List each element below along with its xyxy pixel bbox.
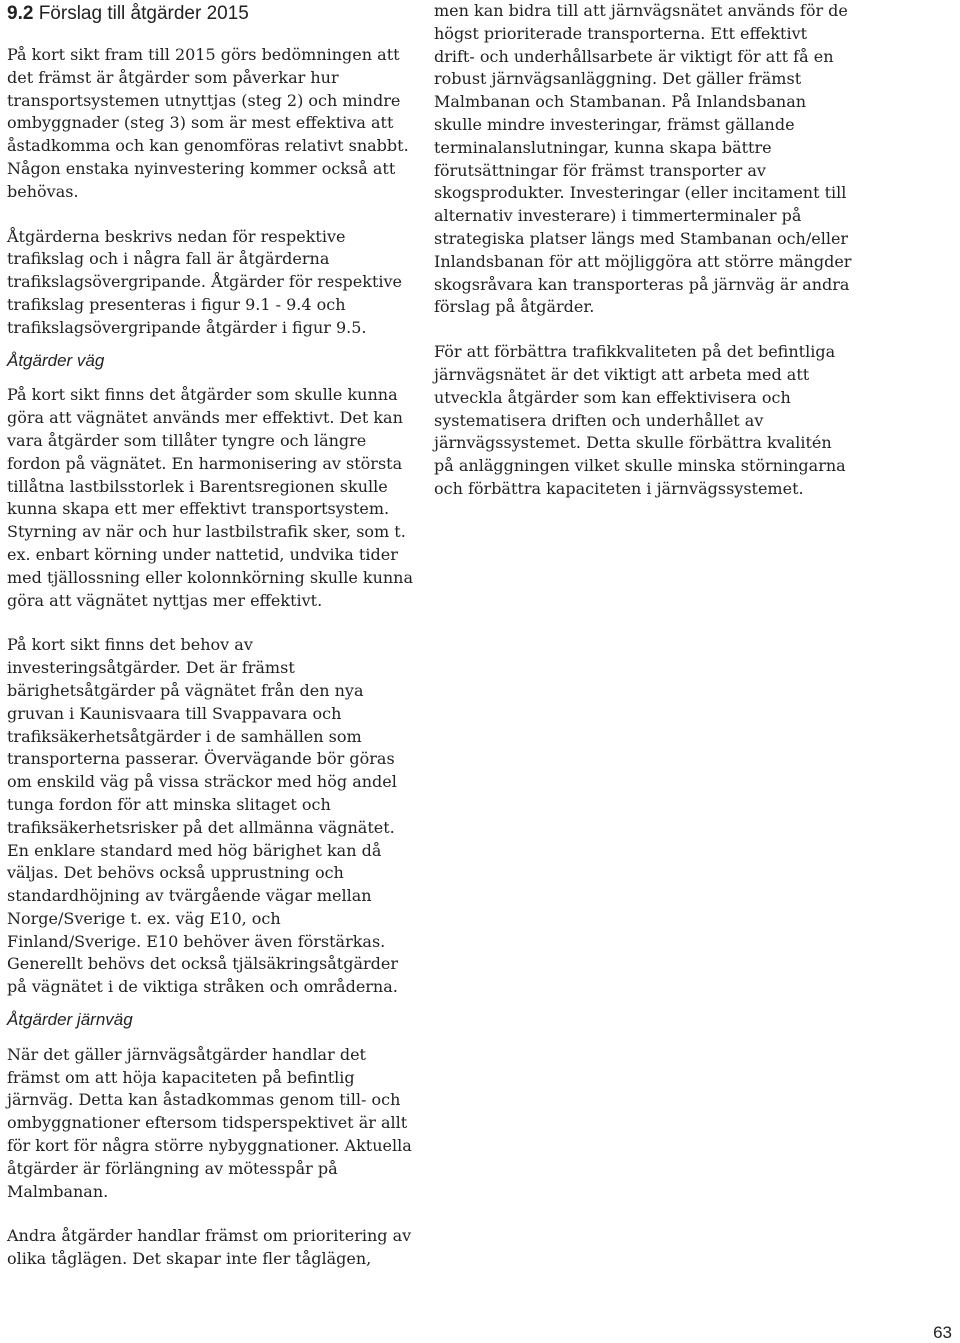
road-paragraph-1: På kort sikt finns det åtgärder som skulle kunna göra att vägnätet används mer effektivt. Det kan vara åtgärder som tillåter tyngre och längre fordon på vägnätet. En harmonisering av största tillåtna lastbilsstorlek i Barentsregionen skulle kunna skapa ett mer effektivt transportsystem. Styrning av när och hur lastbilstrafik sker, som t. ex. enbart körning under nattetid, undvika tider med tjällossning eller kolonnkörning skulle kunna göra att vägnätet nyttjas mer effektivt. <box>7 385 414 610</box>
rail-paragraph-1: När det gäller järnvägsåtgärder handlar det främst om att höja kapaciteten på befintlig järnväg. Detta kan åstadkommas genom till- och ombyggnationer eftersom tidsperspektivet är allt för kort för några större nybyggnationer. Aktuella åtgärder är förlängning av mötesspår på Malmbanan. <box>7 1044 412 1201</box>
section-number: 9.2 <box>7 3 34 24</box>
rail-paragraph-4: För att förbättra trafikkvaliteten på det befintliga järnvägsnätet är det viktigt att arbeta med att utveckla åtgärder som kan effektivisera och systematisera driften och underhållet av järnvägssystemet. Detta skulle förbättra kvalitén på anläggningen vilket skulle minska störningarna och förbättra kapaciteten i järnvägssystemet. <box>434 342 846 498</box>
intro-paragraph: På kort sikt fram till 2015 görs bedömningen att det främst är åtgärder som påverkar hur transportsystemen utnyttjas (steg 2) och mindre ombyggnader (steg 3) som är mest effektiva att åstadkomma och kan genomföras relativt snabbt. Någon enstaka nyinvestering kommer också att behövas. <box>7 45 409 201</box>
left-column <box>7 0 417 1293</box>
page-number: 63 <box>933 1323 952 1342</box>
rail-paragraph-2: Andra åtgärder handlar främst om prioritering av olika tåglägen. Det skapar inte fler tåglägen, <box>7 1226 412 1269</box>
subheading-rail: Åtgärder järnväg <box>7 1010 133 1030</box>
section-heading <box>7 0 417 26</box>
road-paragraph-2: På kort sikt finns det behov av investeringsåtgärder. Det är främst bärighetsåtgärder på vägnätet från den nya gruvan i Kaunisvaara till Svappavara och trafiksäkerhetsåtgärder i de samhällen som transporterna passerar. Övervägande bör göras om enskild väg på vissa sträckor med hög andel tunga fordon för att minska slitaget och trafiksäkerhetsrisker på det allmänna vägnätet. En enklare standard med hög bärighet kan då väljas. Det behövs också upprustning och standardhöjning av tvärgående vägar mellan Norge/Sverige t. ex. väg E10, och Finland/Sverige. E10 behöver även förstärkas. Generellt behövs det också tjälsäkringsåtgärder på vägnätet i de viktiga stråken och områderna. <box>7 635 398 997</box>
subheading-road: Åtgärder väg <box>7 350 105 370</box>
rail-paragraph-3: men kan bidra till att järnvägsnätet används för de högst prioriterade transporterna. Ett effektivt drift- och underhållsarbete är viktigt för att få en robust järnvägsanläggning. Det gäller främst Malmbanan och Stambanan. På Inlandsbanan skulle mindre investeringar, främst gällande terminalanslutningar, kunna skapa bättre förutsättningar för främst transporter av skogsprodukter. Investeringar (eller incitament till alternativ investerare) i timmerterminaler på strategiska platser längs med Stambanan och/eller Inlandsbanan för att möjliggöra att större mängder skogsråvara kan transporteras på järnväg är andra förslag på åtgärder. <box>434 1 852 317</box>
section-title: Förslag till åtgärder 2015 <box>38 3 249 24</box>
overview-paragraph: Åtgärderna beskrivs nedan för respektive trafikslag och i några fall är åtgärderna trafikslagsövergripande. Åtgärder för respektive trafikslag presenteras i figur 9.1 - 9.4 och trafikslagsövergripande åtgärder i figur 9.5. <box>7 226 403 337</box>
right-column <box>434 0 852 523</box>
